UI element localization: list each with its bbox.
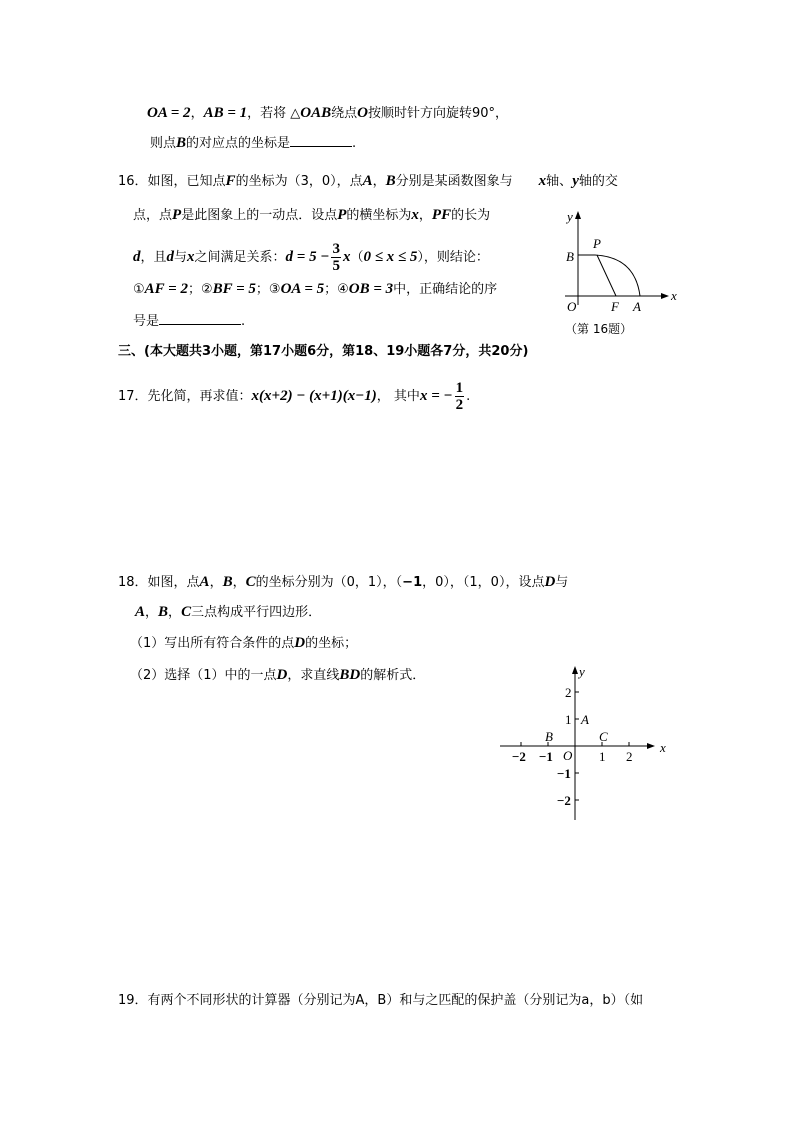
- bold-text: 三、(本大题共3小题，第17小题6分，第18、19小题各7分，共20分): [118, 344, 529, 359]
- x-arrow: [661, 293, 669, 299]
- bold-text: −1: [402, 575, 423, 590]
- math: D: [276, 667, 288, 683]
- text: 与: [174, 250, 188, 265]
- x-arrow: [647, 743, 655, 749]
- math: OA = 5: [280, 281, 325, 297]
- x-tick-label: −1: [539, 749, 553, 764]
- math: d: [133, 249, 141, 265]
- text: ；③: [255, 282, 281, 297]
- text: ，: [209, 575, 223, 590]
- math: PF: [431, 207, 452, 223]
- x-tick-label: 2: [626, 749, 633, 764]
- math: O: [357, 105, 368, 121]
- math: x: [538, 173, 547, 189]
- math: y: [572, 173, 579, 189]
- text: ，: [168, 605, 182, 620]
- numerator: 1: [455, 380, 464, 396]
- math: d: [166, 249, 175, 265]
- text: 轴、: [546, 174, 573, 189]
- math: BD: [339, 667, 361, 683]
- text: ，: [418, 208, 432, 223]
- text-line: [130, 634, 357, 653]
- text-line: [133, 312, 245, 331]
- text: 号是: [133, 314, 160, 329]
- math: x: [187, 249, 195, 265]
- y-arrow: [575, 211, 581, 219]
- text: 16．如图，已知点: [118, 174, 226, 189]
- label-f: F: [611, 299, 619, 314]
- text: 则点: [150, 136, 177, 151]
- text-line: [133, 241, 489, 274]
- text: ， 其中: [376, 389, 420, 404]
- text: 的坐标；: [305, 636, 358, 651]
- math: 0 ≤ x ≤ 5: [363, 249, 418, 265]
- text-line: [130, 666, 425, 685]
- y-tick-label: −2: [557, 793, 571, 808]
- curve: [578, 255, 640, 296]
- text: ，: [372, 174, 386, 189]
- math: OAB: [300, 105, 332, 121]
- text: .: [466, 389, 471, 404]
- caption: （第 16题）: [565, 322, 633, 336]
- x-tick-label: −2: [512, 749, 526, 764]
- math: D: [294, 635, 306, 651]
- text: 的解析式．: [360, 668, 426, 683]
- text: ；④: [324, 282, 349, 297]
- label-o: O: [563, 748, 573, 763]
- math: BF = 5: [212, 281, 256, 297]
- numerator: 3: [332, 241, 340, 257]
- math: d = 5 −: [285, 249, 330, 265]
- fraction: [455, 380, 465, 413]
- math: AF = 2: [144, 281, 188, 297]
- answer-blank: [159, 312, 241, 325]
- y-tick-label: 2: [565, 685, 572, 700]
- text: 轴的交: [578, 174, 618, 189]
- math: B: [385, 173, 396, 189]
- text: 中，正确结论的序: [393, 282, 498, 297]
- label-p: P: [593, 236, 601, 251]
- fraction: [331, 241, 341, 274]
- math: A: [135, 604, 146, 620]
- text: 18．如图，点: [118, 575, 200, 590]
- text-line: [150, 134, 356, 153]
- label-y: y: [567, 209, 573, 224]
- text-line: [118, 573, 568, 592]
- label-b: B: [545, 729, 553, 744]
- denominator: 5: [332, 258, 340, 274]
- text: 与: [555, 575, 569, 590]
- math: D: [544, 574, 556, 590]
- label-c: C: [599, 729, 608, 744]
- math: x = −: [419, 388, 453, 404]
- figure-18: [495, 660, 680, 825]
- text: ，求直线: [287, 668, 340, 683]
- math: AB = 1: [203, 105, 248, 121]
- text-line: [135, 603, 321, 622]
- text-line: [118, 172, 618, 191]
- text-line: [118, 992, 643, 1010]
- text: 之间满足关系：: [194, 250, 286, 265]
- math: A: [362, 173, 373, 189]
- text: 的坐标为（3，0），点: [235, 174, 363, 189]
- y-arrow: [572, 666, 578, 674]
- text: 分别是某函数图象与: [395, 174, 539, 189]
- figure-16: [555, 205, 685, 340]
- label-o: O: [567, 299, 577, 314]
- math: C: [181, 604, 192, 620]
- text: （2）选择（1）中的一点: [130, 668, 277, 683]
- text: （1）写出所有符合条件的点: [130, 636, 295, 651]
- text: （: [350, 250, 364, 265]
- text-line: [147, 104, 508, 123]
- text: .: [352, 136, 357, 151]
- text: ），则结论：: [417, 250, 489, 265]
- text-line: [133, 206, 490, 225]
- y-tick-label: −1: [557, 766, 571, 781]
- math: OB = 3: [348, 281, 394, 297]
- text: 的对应点的坐标是: [186, 136, 291, 151]
- math: x: [342, 249, 351, 265]
- label-x: x: [660, 740, 666, 755]
- label-a: A: [581, 712, 589, 727]
- text: .: [241, 314, 246, 329]
- math: P: [337, 207, 347, 223]
- text: 19．有两个不同形状的计算器（分别记为A，B）和与之匹配的保护盖（分别记为a，b）（如: [118, 993, 644, 1008]
- math: B: [176, 135, 187, 151]
- text: 是此图象上的一动点．设点: [181, 208, 338, 223]
- text-line: [118, 343, 528, 361]
- text: ①: [133, 282, 145, 297]
- segment-pf: [597, 255, 616, 296]
- text: ，0），（1，0），设点: [422, 575, 545, 590]
- text: ，: [190, 106, 204, 121]
- label-a: A: [633, 299, 641, 314]
- text: 17．先化简，再求值：: [118, 389, 252, 404]
- answer-blank: [290, 134, 352, 147]
- math: C: [245, 574, 256, 590]
- y-tick-label: 1: [565, 712, 572, 727]
- text: 的长为: [451, 208, 491, 223]
- math: F: [225, 173, 236, 189]
- text-line: [118, 380, 470, 413]
- label-b: B: [566, 249, 574, 264]
- math: B: [158, 604, 169, 620]
- text-line: [133, 280, 497, 299]
- math: x: [411, 207, 419, 223]
- text: ；②: [187, 282, 213, 297]
- math: OA = 2: [147, 105, 191, 121]
- label-x: x: [671, 288, 677, 303]
- math: B: [222, 574, 233, 590]
- text: 三点构成平行四边形．: [191, 605, 322, 620]
- text: 的横坐标为: [346, 208, 412, 223]
- text: ，: [145, 605, 159, 620]
- x-tick-label: 1: [599, 749, 606, 764]
- text: 按顺时针方向旋转90°，: [367, 106, 509, 121]
- text: ，: [232, 575, 246, 590]
- math: x(x+2) − (x+1)(x−1): [251, 388, 377, 404]
- text: 的坐标分别为（0，1），（: [255, 575, 403, 590]
- math: A: [199, 574, 210, 590]
- math: P: [172, 207, 182, 223]
- text: ，若将 △: [247, 106, 301, 121]
- text: 绕点: [331, 106, 358, 121]
- text: ，且: [140, 250, 167, 265]
- denominator: 2: [455, 397, 464, 413]
- label-y: y: [579, 664, 585, 679]
- text: 点，点: [133, 208, 173, 223]
